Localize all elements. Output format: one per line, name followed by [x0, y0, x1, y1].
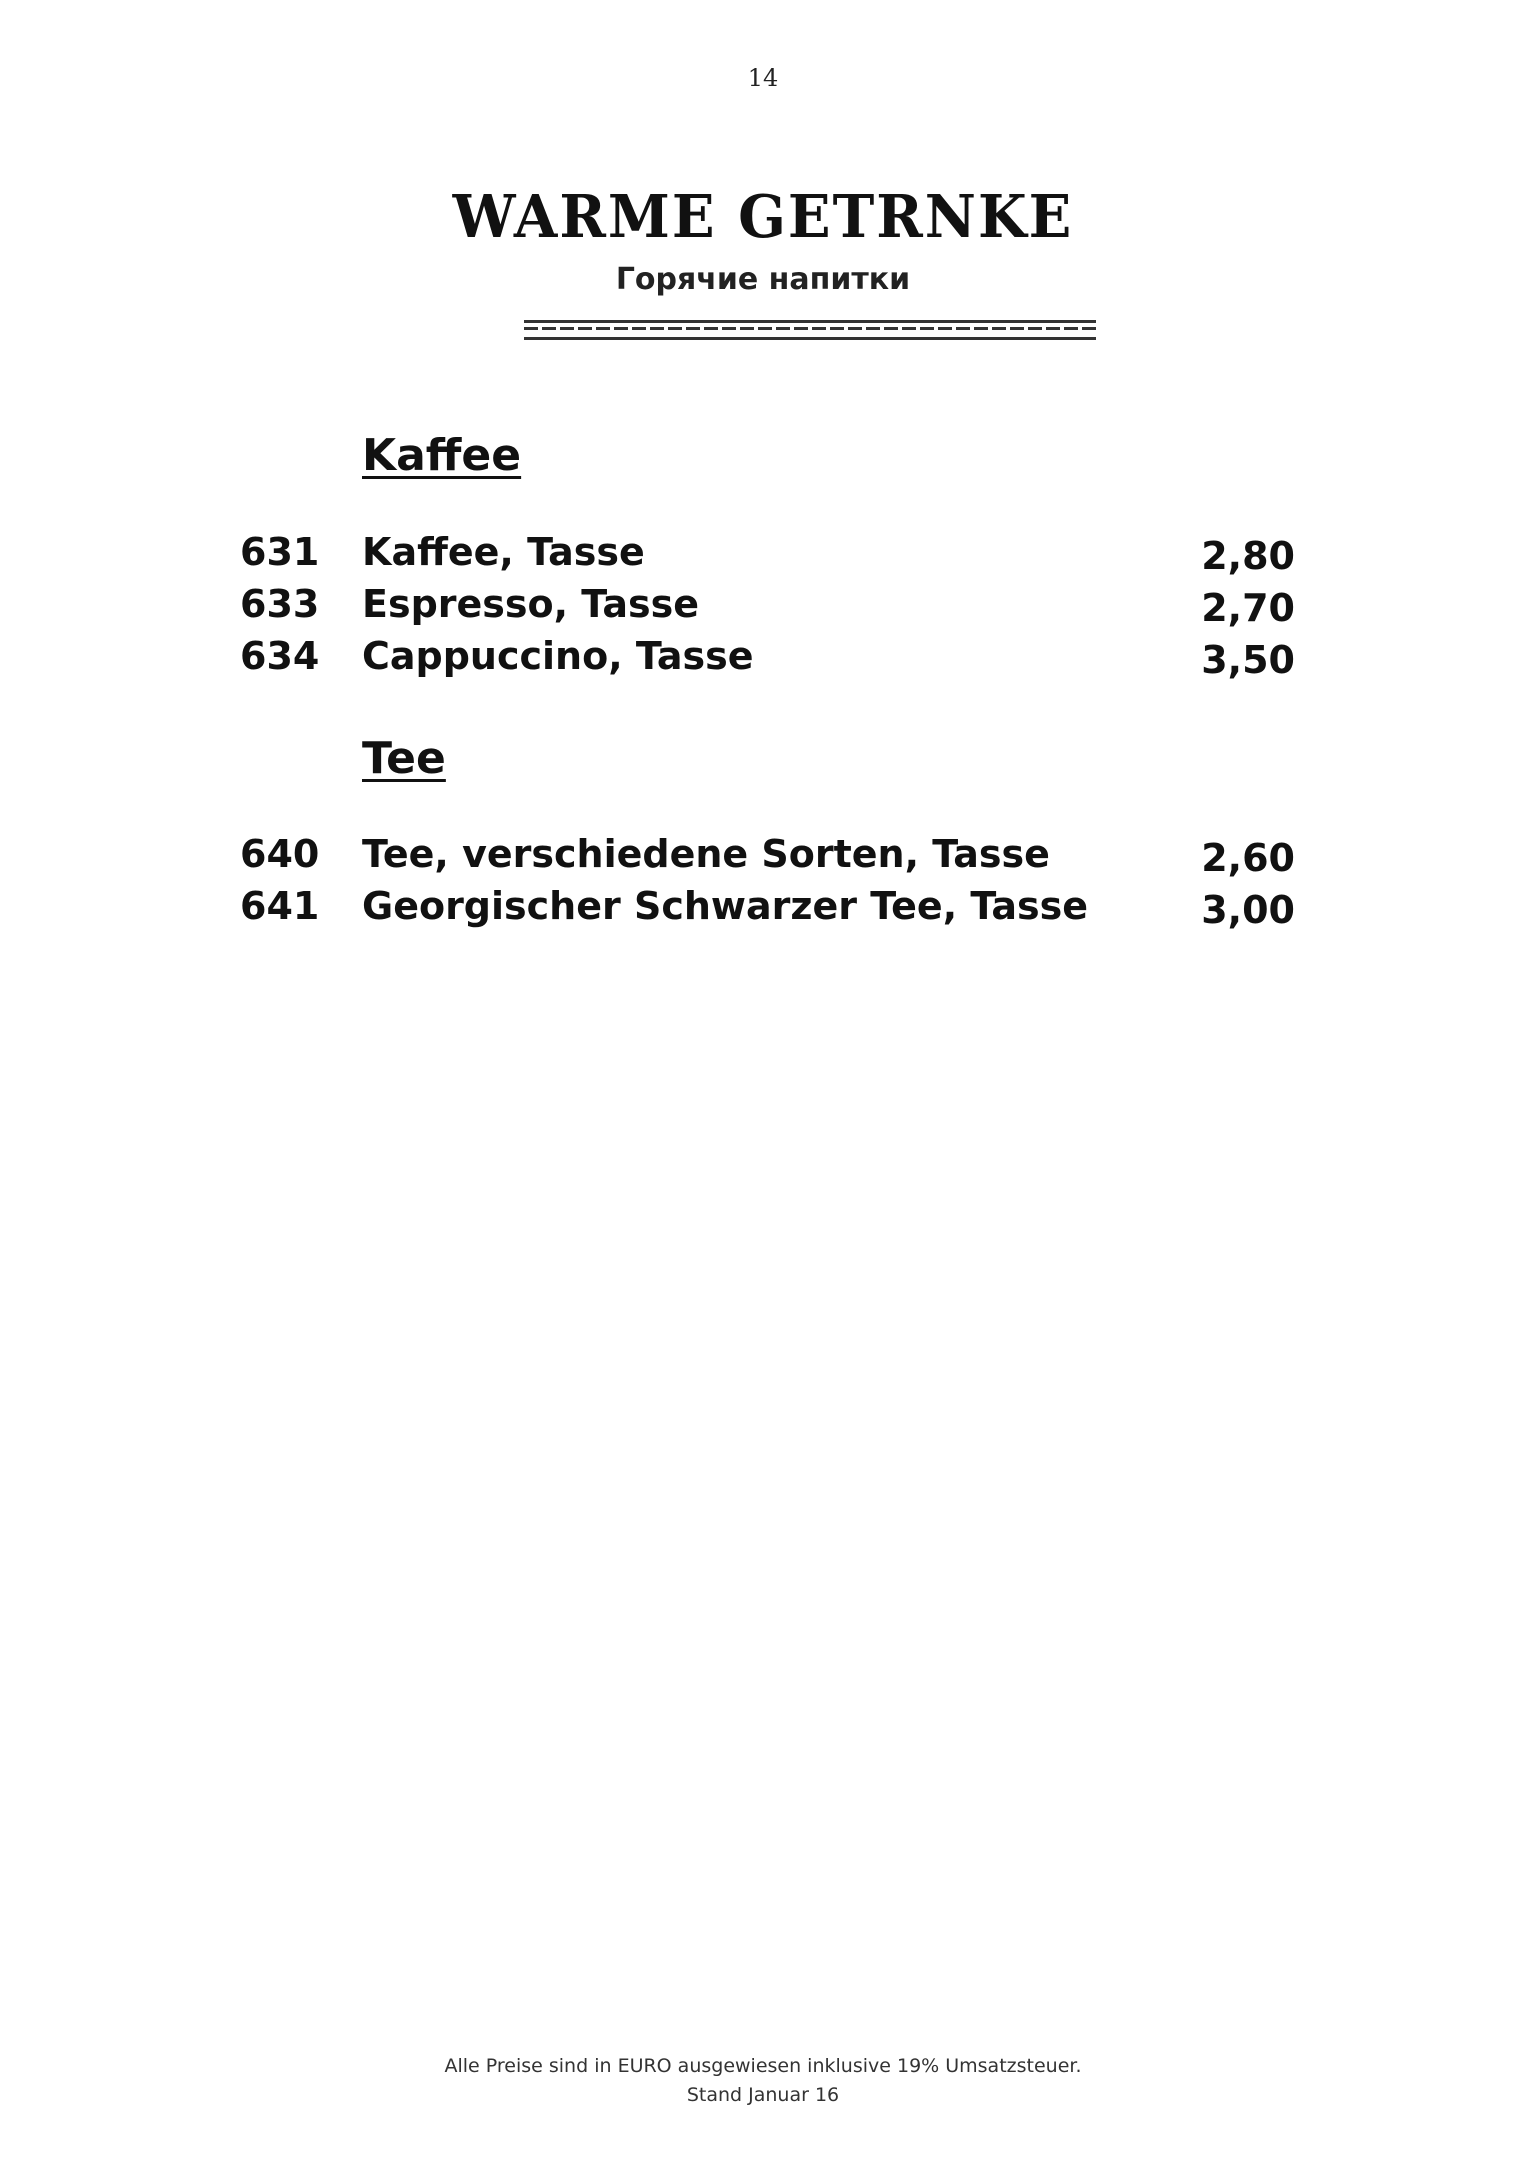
item-price: 2,70 [1201, 586, 1295, 630]
title-divider [524, 320, 1096, 340]
item-number: 640 [240, 832, 320, 876]
item-price: 3,50 [1201, 638, 1295, 682]
item-name: Tee, verschiedene Sorten, Tasse [362, 832, 1050, 876]
item-number: 634 [240, 634, 320, 678]
menu-item [240, 634, 1295, 686]
item-number: 641 [240, 884, 320, 928]
item-price: 3,00 [1201, 888, 1295, 932]
menu-item [240, 832, 1295, 884]
page-subtitle: Горячие напитки [615, 262, 911, 297]
menu-item [240, 884, 1295, 936]
item-price: 2,80 [1201, 534, 1295, 578]
page-number: 14 [747, 64, 779, 92]
footer-date-note: Stand Januar 16 [686, 2084, 840, 2106]
section-heading-kaffee: Kaffee [362, 430, 522, 481]
section-heading-tee: Tee [362, 733, 446, 784]
item-price: 2,60 [1201, 836, 1295, 880]
item-number: 633 [240, 582, 320, 626]
footer-vat-note: Alle Preise sind in EURO ausgewiesen inklusive 19% Umsatzsteuer. [444, 2055, 1082, 2077]
item-name: Cappuccino, Tasse [362, 634, 754, 678]
item-name: Georgischer Schwarzer Tee, Tasse [362, 884, 1089, 928]
item-name: Kaffee, Tasse [362, 530, 645, 574]
item-name: Espresso, Tasse [362, 582, 699, 626]
item-number: 631 [240, 530, 320, 574]
menu-item [240, 582, 1295, 634]
page-title: WARME GETRNKE [452, 182, 1074, 252]
menu-item [240, 530, 1295, 582]
